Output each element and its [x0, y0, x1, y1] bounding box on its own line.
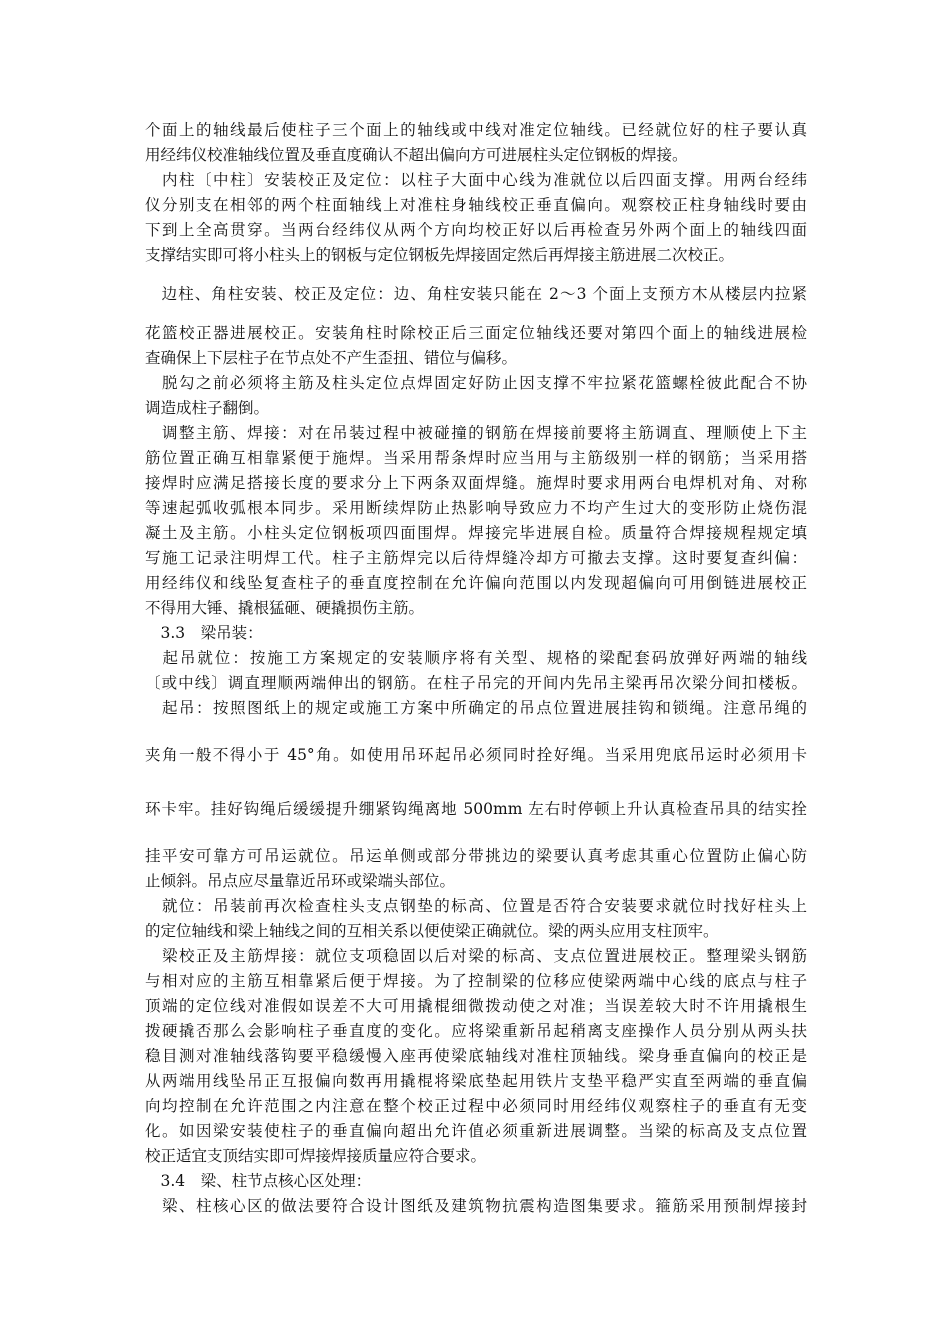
text-line: 内柱〔中柱〕安装校正及定位：以柱子大面中心线为准就位以后四面支撑。用两台经纬	[145, 171, 807, 189]
text-line: 从两端用线坠吊正互报偏向数再用撬棍将梁底垫起用铁片支垫平稳严实直至两端的垂直偏	[145, 1072, 807, 1090]
text-line: 的定位轴线和梁上轴线之间的互相关系以便使梁正确就位。梁的两头应用支柱顶牢。	[145, 922, 719, 940]
text-line: 3.4 梁、柱节点核心区处理：	[145, 1172, 372, 1190]
text-line: 仪分别支在相邻的两个柱面轴线上对准柱身轴线校正垂直偏向。观察校正柱身轴线时要由	[145, 196, 807, 214]
text-line: 化。如因梁安装使柱子的垂直偏向超出允许值必须重新进展调整。当梁的标高及支点位置	[145, 1122, 807, 1140]
text-line: 查确保上下层柱子在节点处不产生歪扭、错位与偏移。	[145, 349, 518, 367]
text-line: 3.3 梁吊装：	[145, 624, 263, 642]
text-line: 〔或中线〕调直理顺两端伸出的钢筋。在柱子吊完的开间内先吊主梁再吊次梁分间扣楼板。	[145, 674, 807, 692]
text-line: 凝土及主筋。小柱头定位钢板项四面围焊。焊接完毕进展自检。质量符合焊接规程规定填	[145, 524, 807, 542]
document-page	[145, 118, 807, 1219]
text-line: 夹角一般不得小于 45°角。如使用吊环起吊必须同时拴好绳。当采用兜底吊运时必须用卡	[145, 746, 807, 764]
text-line: 就位：吊装前再次检查柱头支点钢垫的标高、位置是否符合安装要求就位时找好柱头上	[145, 897, 807, 915]
text-line: 梁、柱核心区的做法要符合设计图纸及建筑物抗震构造图集要求。箍筋采用预制焊接封	[145, 1197, 807, 1215]
text-line: 用经纬仪和线坠复查柱子的垂直度控制在允许偏向范围以内发现超偏向可用倒链进展校正	[145, 574, 807, 592]
text-line: 稳目测对准轴线落钩要平稳缓慢入座再使梁底轴线对准柱顶轴线。梁身垂直偏向的校正是	[145, 1047, 807, 1065]
text-line: 筋位置正确互相靠紧便于施焊。当采用帮条焊时应当用与主筋级别一样的钢筋；当采用搭	[145, 449, 807, 467]
text-line: 下到上全高贯穿。当两台经纬仪从两个方向均校正好以后再检查另外两个面上的轴线四面	[145, 221, 807, 239]
text-line: 调整主筋、焊接：对在吊装过程中被碰撞的钢筋在焊接前要将主筋调直、理顺使上下主	[145, 424, 807, 442]
text-line: 写施工记录注明焊工代。柱子主筋焊完以后待焊缝冷却方可撤去支撑。这时要复查纠偏：	[145, 549, 807, 567]
text-line: 顶端的定位线对准假如误差不大可用撬棍细微拨动使之对准；当误差较大时不许用撬根生	[145, 997, 807, 1015]
text-line: 等速起弧收弧根本同步。采用断续焊防止热影响导致应力不均产生过大的变形防止烧伤混	[145, 499, 807, 517]
text-line: 环卡牢。挂好钩绳后缓缓提升绷紧钩绳离地 500mm 左右时停顿上升认真检查吊具的结实拴	[145, 800, 807, 818]
text-line: 止倾斜。吊点应尽量靠近吊环或梁端头部位。	[145, 872, 456, 890]
text-line: 个面上的轴线最后使柱子三个面上的轴线或中线对准定位轴线。已经就位好的柱子要认真	[145, 121, 807, 139]
text-line: 不得用大锤、撬根猛砸、硬撬损伤主筋。	[145, 599, 425, 617]
text-line: 向均控制在允许范围之内注意在整个校正过程中必须同时用经纬仪观察柱子的垂直有无变	[145, 1097, 807, 1115]
text-line: 调造成柱子翻倒。	[145, 399, 270, 417]
text-line: 接焊时应满足搭接长度的要求分上下两条双面焊缝。施焊时要求用两台电焊机对角、对称	[145, 474, 807, 492]
text-line: 挂平安可靠方可吊运就位。吊运单侧或部分带挑边的梁要认真考虑其重心位置防止偏心防	[145, 847, 807, 865]
text-line: 花篮校正器进展校正。安装角柱时除校正后三面定位轴线还要对第四个面上的轴线进展检	[145, 324, 807, 342]
text-line: 用经纬仪校准轴线位置及垂直度确认不超出偏向方可进展柱头定位钢板的焊接。	[145, 146, 688, 164]
text-line: 校正适宜支顶结实即可焊接焊接质量应符合要求。	[145, 1147, 487, 1165]
text-line: 梁校正及主筋焊接：就位支项稳固以后对梁的标高、支点位置进展校正。整理梁头钢筋	[145, 947, 807, 965]
text-line: 脱勾之前必须将主筋及柱头定位点焊固定好防止因支撑不牢拉紧花篮螺栓彼此配合不协	[145, 374, 807, 392]
text-line: 支撑结实即可将小柱头上的钢板与定位钢板先焊接固定然后再焊接主筋进展二次校正。	[145, 246, 735, 264]
text-line: 起吊：按照图纸上的规定或施工方案中所确定的吊点位置进展挂钩和锁绳。注意吊绳的	[145, 699, 807, 717]
text-line: 边柱、角柱安装、校正及定位：边、角柱安装只能在 2～3 个面上支预方木从楼层内拉紧	[145, 285, 807, 303]
text-line: 与相对应的主筋互相靠紧后便于焊接。为了控制梁的位移应使梁两端中心线的底点与柱子	[145, 972, 807, 990]
text-line: 拨硬撬否那么会影响柱子垂直度的变化。应将梁重新吊起稍离支座操作人员分别从两头扶	[145, 1022, 807, 1040]
text-line: 起吊就位：按施工方案规定的安装顺序将有关型、规格的梁配套码放弹好两端的轴线	[145, 649, 807, 667]
